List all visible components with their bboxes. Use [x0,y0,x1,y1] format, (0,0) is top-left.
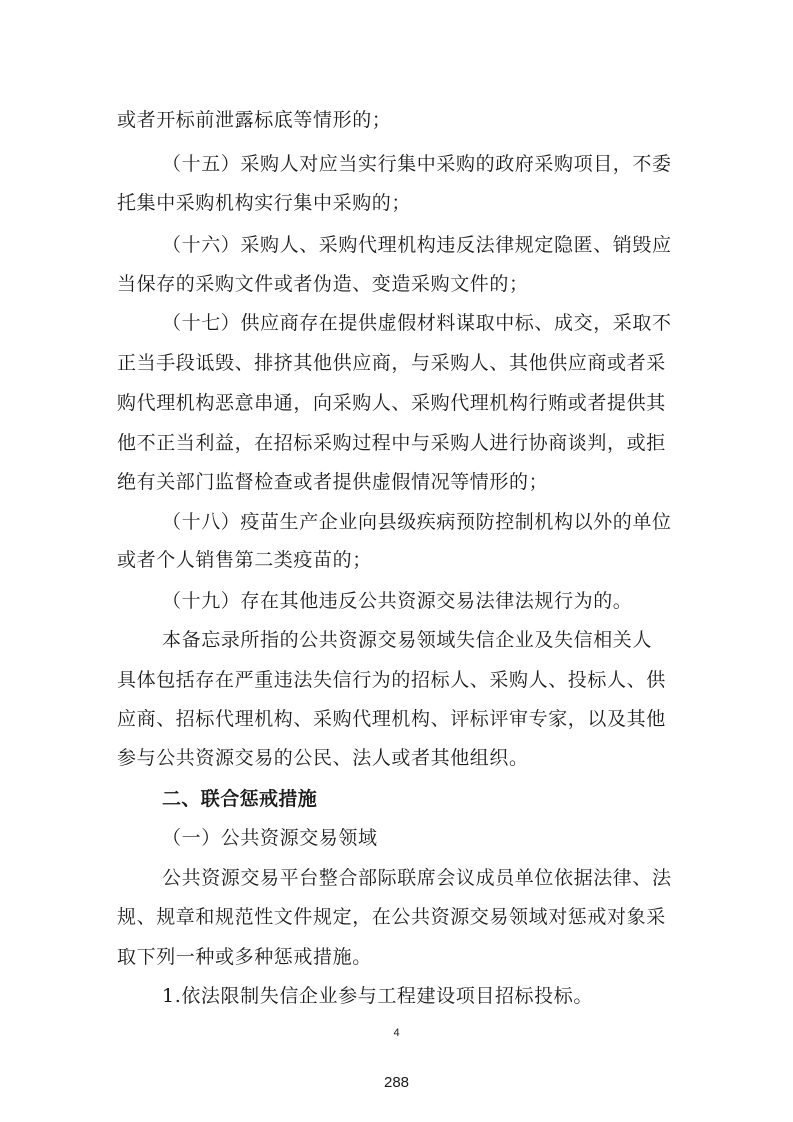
text-line: 正当手段诋毁、排挤其他供应商，与采购人、其他供应商或者采 [117,352,666,374]
text-line: 取下列一种或多种惩戒措施。 [117,946,372,968]
text-line: 或者个人销售第二类疫苗的； [117,549,372,571]
text-line: （十六）采购人、采购代理机构违反法律规定隐匿、销毁应 [162,234,672,256]
text-line: 1.依法限制失信企业参与工程建设项目招标投标。 [162,985,593,1007]
text-line: 应商、招标代理机构、采购代理机构、评标评审专家，以及其他 [117,708,666,730]
text-line: 参与公共资源交易的公民、法人或者其他组织。 [117,747,529,769]
text-line: 绝有关部门监督检查或者提供虚假情况等情形的； [117,471,549,493]
text-line: 公共资源交易平台整合部际联席会议成员单位依据法律、法 [162,867,672,889]
text-line: （十九）存在其他违反公共资源交易法律法规行为的。 [162,590,633,612]
text-line: （十七）供应商存在提供虚假材料谋取中标、成交，采取不 [162,312,672,334]
text-line: 或者开标前泄露标底等情形的； [117,109,392,131]
text-line: 具体包括存在严重违法失信行为的招标人、采购人、投标人、供 [117,669,666,691]
text-line: 购代理机构恶意串通，向采购人、采购代理机构行贿或者提供其 [117,392,666,414]
section-heading: 二、联合惩戒措施 [162,788,318,810]
page-number: 288 [383,1074,410,1091]
text-line: （十五）采购人对应当实行集中采购的政府采购项目，不委 [162,153,672,175]
text-line: 当保存的采购文件或者伪造、变造采购文件的； [117,273,529,295]
subsection-heading: （一）公共资源交易领域 [162,827,378,849]
page-number-small: 4 [393,1027,400,1039]
text-line: 他不正当利益，在招标采购过程中与采购人进行协商谈判，或拒 [117,432,666,454]
text-line: （十八）疫苗生产企业向县级疾病预防控制机构以外的单位 [162,511,672,533]
text-line: 规、规章和规范性文件规定，在公共资源交易领域对惩戒对象采 [117,906,666,928]
text-line: 托集中采购机构实行集中采购的； [117,192,412,214]
text-line: 本备忘录所指的公共资源交易领域失信企业及失信相关人 [162,629,653,651]
